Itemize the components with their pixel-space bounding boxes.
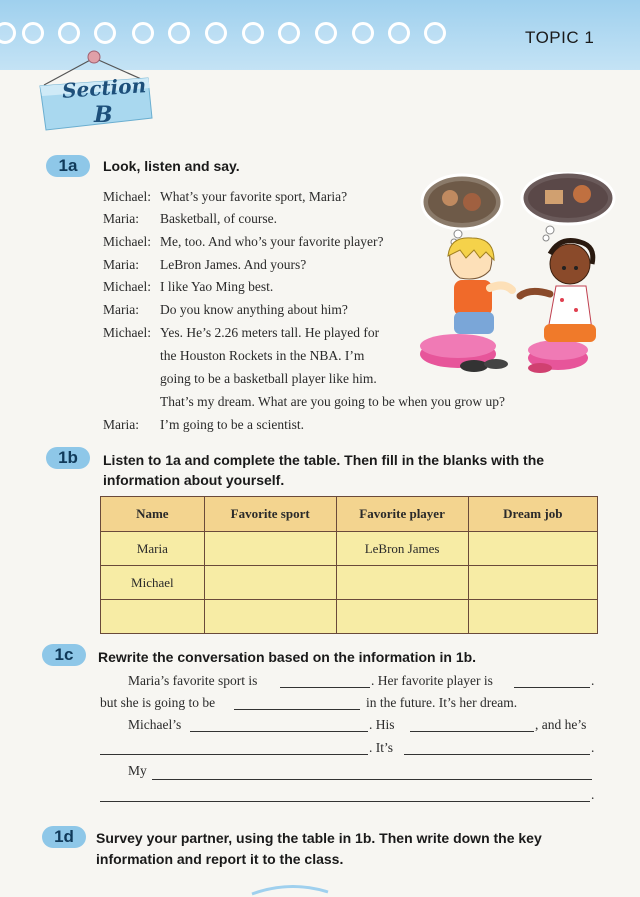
circle-decoration [424, 22, 446, 44]
fill-text: . [591, 787, 595, 802]
dialogue-line: going to be a basketball player like him. [160, 371, 377, 386]
circle-decoration [352, 22, 374, 44]
dialogue-line: Maria: Do you know anything about him? [103, 302, 348, 317]
fill-text: . Her favorite player is [371, 673, 493, 688]
circle-decoration [168, 22, 190, 44]
section-number-1a: 1a [46, 155, 90, 177]
fill-text: My [128, 763, 147, 778]
fill-text: . It’s [369, 740, 394, 755]
circle-decoration [278, 22, 300, 44]
fill-blank[interactable] [100, 800, 590, 802]
section-title-1b-line1: Listen to 1a and complete the table. Then fill in the blanks with the [103, 452, 545, 468]
fill-text: Michael’s [128, 717, 182, 732]
section-number-1c: 1c [42, 644, 86, 666]
circle-decoration [205, 22, 227, 44]
table-header-row [101, 497, 598, 532]
table-header: Favorite sport [204, 497, 336, 532]
table-cell: Michael [101, 566, 205, 600]
dialogue-line: Michael: Me, too. And who’s your favorite player? [103, 234, 384, 249]
table-cell: Maria [101, 532, 205, 566]
table-cell-blank[interactable] [468, 600, 597, 634]
table-row [101, 600, 598, 634]
kids-illustration [420, 172, 620, 382]
table-cell-blank[interactable] [204, 600, 336, 634]
circle-decoration [388, 22, 410, 44]
table-cell-blank[interactable] [336, 600, 468, 634]
fill-text: . His [369, 717, 395, 732]
info-table [100, 496, 598, 634]
section-title-1a: Look, listen and say. [103, 158, 240, 174]
fill-text: , and he’s [535, 717, 587, 732]
section-word: Section [61, 73, 147, 103]
dialogue-line: the Houston Rockets in the NBA. I’m [160, 348, 365, 363]
section-title-1c: Rewrite the conversation based on the information in 1b. [98, 649, 477, 665]
fill-text: . [591, 673, 595, 688]
table-row [101, 532, 598, 566]
circle-decoration [0, 22, 16, 44]
section-title-1d-line2: information and report it to the class. [96, 851, 344, 867]
table-cell-blank[interactable] [204, 532, 336, 566]
table-cell-blank[interactable] [468, 532, 597, 566]
section-number-1d: 1d [42, 826, 86, 848]
table-cell-blank[interactable] [468, 566, 597, 600]
dialogue-line: Maria: LeBron James. And yours? [103, 257, 307, 272]
fill-blank[interactable] [190, 730, 368, 732]
fill-blank[interactable] [410, 730, 534, 732]
fill-text: but she is going to be [100, 695, 216, 710]
dialogue-line: Michael: Yes. He’s 2.26 meters tall. He played for [103, 325, 380, 340]
fill-blank[interactable] [280, 686, 370, 688]
fill-text: . [591, 740, 595, 755]
fill-blank[interactable] [514, 686, 590, 688]
section-number-1b: 1b [46, 447, 90, 469]
section-title-1b-line2: information about yourself. [103, 472, 285, 488]
table-header: Favorite player [336, 497, 468, 532]
fill-text: Maria’s favorite sport is [128, 673, 258, 688]
table-header: Name [101, 497, 205, 532]
fill-blank[interactable] [152, 778, 592, 780]
dialogue-line: Michael: I like Yao Ming best. [103, 279, 274, 294]
footer-decoration [250, 880, 330, 897]
fill-blank[interactable] [234, 708, 360, 710]
dialogue-line: Maria: Basketball, of course. [103, 211, 277, 226]
table-header: Dream job [468, 497, 597, 532]
topic-label: TOPIC 1 [525, 28, 595, 47]
fill-blank[interactable] [100, 753, 368, 755]
table-cell-blank[interactable] [101, 600, 205, 634]
table-cell: LeBron James [336, 532, 468, 566]
section-title-1d-line1: Survey your partner, using the table in 1b. Then write down the key [96, 830, 542, 846]
circle-decoration [315, 22, 337, 44]
fill-blank[interactable] [404, 753, 590, 755]
circle-decoration [242, 22, 264, 44]
fill-text: in the future. It’s her dream. [366, 695, 518, 710]
section-letter: B [94, 102, 113, 128]
table-cell-blank[interactable] [204, 566, 336, 600]
table-cell-blank[interactable] [336, 566, 468, 600]
table-row [101, 566, 598, 600]
section-badge [36, 40, 156, 140]
dialogue-line: That’s my dream. What are you going to be when you grow up? [160, 394, 506, 409]
dialogue-line: Maria: I’m going to be a scientist. [103, 417, 304, 432]
dialogue-line: Michael: What’s your favorite sport, Maria? [103, 189, 348, 204]
